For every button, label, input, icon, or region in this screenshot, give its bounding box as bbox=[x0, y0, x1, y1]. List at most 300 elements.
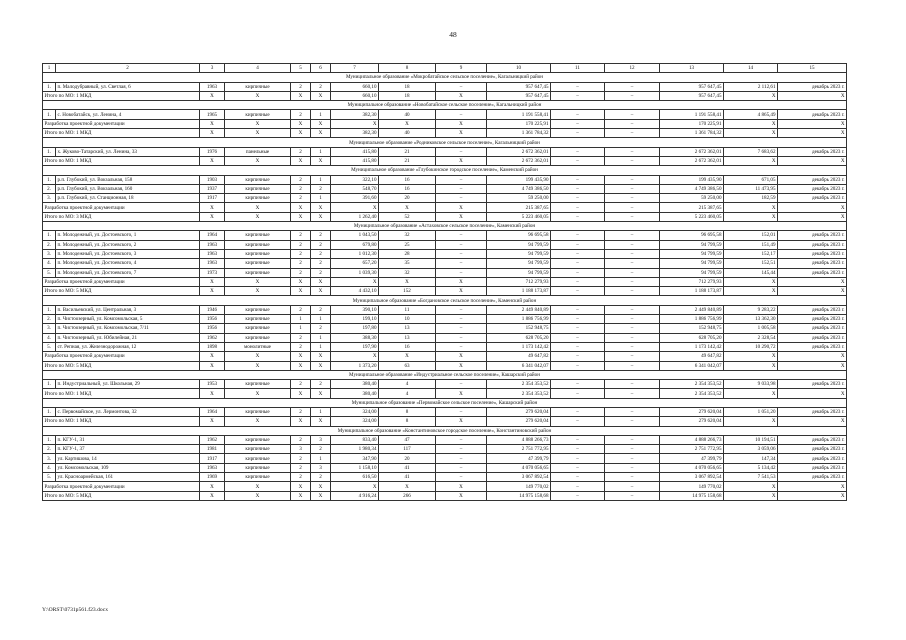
table-cell: 2 bbox=[311, 82, 331, 91]
table-cell: – bbox=[436, 473, 487, 482]
table-cell: – bbox=[551, 91, 605, 100]
table-cell: 2 bbox=[291, 454, 311, 463]
table-cell: 1981 bbox=[200, 445, 225, 454]
table-cell: – bbox=[605, 305, 660, 314]
table-cell: 1963 bbox=[200, 240, 225, 249]
table-cell: 1956 bbox=[200, 324, 225, 333]
table-cell: 199 435,90 bbox=[487, 175, 551, 184]
table-cell: кирпичные bbox=[225, 305, 291, 314]
table-cell: – bbox=[551, 268, 605, 277]
column-number: 13 bbox=[660, 64, 724, 73]
table-cell: 13 362,30 bbox=[724, 315, 778, 324]
table-cell: 1 039,30 bbox=[331, 268, 379, 277]
table-cell: 41 bbox=[379, 463, 436, 472]
table-cell: 1. bbox=[43, 82, 56, 91]
table-cell: – bbox=[551, 463, 605, 472]
municipality-title: Муниципальное образование «Мокробатайское сельское поселение», Кагальницкий район bbox=[43, 73, 847, 82]
table-cell: 1 bbox=[311, 454, 331, 463]
table-cell: X bbox=[436, 156, 487, 165]
table-cell: 415,80 bbox=[331, 156, 379, 165]
table-cell: 1 bbox=[311, 147, 331, 156]
table-cell: X bbox=[291, 156, 311, 165]
table-cell: 2 354 353,52 bbox=[660, 389, 724, 398]
summary-row bbox=[43, 389, 847, 398]
summary-label: Итого по МО: 1 МКД bbox=[43, 91, 200, 100]
table-cell: X bbox=[778, 482, 847, 491]
table-cell: 149 770,02 bbox=[660, 482, 724, 491]
table-cell: 3. bbox=[43, 249, 56, 258]
table-cell: 1962 bbox=[200, 333, 225, 342]
table-cell: 94 799,59 bbox=[487, 240, 551, 249]
table-cell: 1976 bbox=[200, 147, 225, 156]
table-cell: 1 262,40 bbox=[331, 212, 379, 221]
table-cell: X bbox=[724, 417, 778, 426]
table-cell: декабрь 2023 г. bbox=[778, 240, 847, 249]
table-cell: 152 948,75 bbox=[487, 324, 551, 333]
table-cell: – bbox=[551, 491, 605, 500]
table-cell: декабрь 2023 г. bbox=[778, 407, 847, 416]
table-cell: – bbox=[605, 184, 660, 193]
table-cell: 1956 bbox=[200, 315, 225, 324]
table-cell: – bbox=[605, 333, 660, 342]
table-cell: X bbox=[311, 482, 331, 491]
table-cell: 47 399,79 bbox=[660, 454, 724, 463]
table-cell: – bbox=[551, 305, 605, 314]
table-cell: 96 695,58 bbox=[487, 231, 551, 240]
table-cell: – bbox=[551, 435, 605, 444]
column-number: 6 bbox=[311, 64, 331, 73]
table-cell: X bbox=[200, 491, 225, 500]
summary-label: Итого по МО: 3 МКД bbox=[43, 212, 200, 221]
table-cell: X bbox=[200, 212, 225, 221]
table-cell: 1963 bbox=[200, 249, 225, 258]
column-number: 7 bbox=[331, 64, 379, 73]
municipality-section-row bbox=[43, 426, 847, 435]
table-cell: 4 888 266,73 bbox=[660, 435, 724, 444]
table-cell: п. Молодежный, ул. Достоевского, 1 bbox=[56, 231, 200, 240]
table-cell: кирпичные bbox=[225, 380, 291, 389]
table-cell: X bbox=[311, 277, 331, 286]
table-row bbox=[43, 259, 847, 268]
table-cell: декабрь 2023 г. bbox=[778, 454, 847, 463]
table-cell: – bbox=[551, 454, 605, 463]
column-number: 14 bbox=[724, 64, 778, 73]
table-cell: 2 bbox=[311, 184, 331, 193]
table-cell: 548,70 bbox=[331, 184, 379, 193]
table-cell: – bbox=[551, 156, 605, 165]
summary-row bbox=[43, 491, 847, 500]
table-cell: п. Чистоозерный, ул. Комсомольская, 5 bbox=[56, 315, 200, 324]
table-cell: X bbox=[225, 129, 291, 138]
table-cell: с. Новобатайск, ул. Ленина, 4 bbox=[56, 110, 200, 119]
table-cell: X bbox=[291, 482, 311, 491]
table-cell: п. КГУ-1, 37 bbox=[56, 445, 200, 454]
table-cell: X bbox=[311, 212, 331, 221]
table-cell: – bbox=[551, 342, 605, 351]
table-cell: декабрь 2023 г. bbox=[778, 147, 847, 156]
table-cell: – bbox=[551, 110, 605, 119]
table-cell: X bbox=[724, 203, 778, 212]
table-row bbox=[43, 82, 847, 91]
table-cell: – bbox=[551, 212, 605, 221]
table-cell: 1 361 784,32 bbox=[487, 129, 551, 138]
table-cell: 170 225,91 bbox=[487, 119, 551, 128]
table-cell: 1 bbox=[311, 315, 331, 324]
table-cell: 279 620,04 bbox=[660, 407, 724, 416]
table-cell: – bbox=[605, 417, 660, 426]
table-cell: декабрь 2023 г. bbox=[778, 380, 847, 389]
column-number: 11 bbox=[551, 64, 605, 73]
municipality-section-row bbox=[43, 222, 847, 231]
table-cell: 94 799,59 bbox=[487, 259, 551, 268]
table-cell: 2 bbox=[291, 175, 311, 184]
table-cell: 712 279,93 bbox=[487, 277, 551, 286]
table-cell: X bbox=[331, 119, 379, 128]
summary-label: Разработка проектной документации bbox=[43, 482, 200, 491]
table-cell: X bbox=[724, 361, 778, 370]
table-cell: 10 290,72 bbox=[724, 342, 778, 351]
table-cell: X bbox=[778, 91, 847, 100]
table-cell: 1. bbox=[43, 380, 56, 389]
table-cell: 2 751 772,95 bbox=[487, 445, 551, 454]
table-cell: 7 541,53 bbox=[724, 473, 778, 482]
table-cell: – bbox=[605, 315, 660, 324]
table-cell: 40 bbox=[379, 129, 436, 138]
table-cell: 59 250,00 bbox=[660, 194, 724, 203]
table-cell: – bbox=[551, 445, 605, 454]
table-cell: 1 bbox=[311, 333, 331, 342]
table-cell: декабрь 2023 г. bbox=[778, 268, 847, 277]
table-cell: декабрь 2023 г. bbox=[778, 463, 847, 472]
table-cell: 1 bbox=[291, 324, 311, 333]
table-cell: декабрь 2023 г. bbox=[778, 249, 847, 258]
table-cell: 2 bbox=[311, 445, 331, 454]
table-cell: X bbox=[778, 417, 847, 426]
summary-row bbox=[43, 119, 847, 128]
table-cell: X bbox=[436, 352, 487, 361]
table-cell: 2 354 353,52 bbox=[487, 380, 551, 389]
municipality-section-row bbox=[43, 370, 847, 379]
table-cell: 2 672 362,01 bbox=[660, 156, 724, 165]
table-cell: 4 070 056,65 bbox=[487, 463, 551, 472]
table-cell: 16 bbox=[379, 342, 436, 351]
table-cell: 20 bbox=[379, 454, 436, 463]
table-cell: 5. bbox=[43, 342, 56, 351]
table-cell: 1964 bbox=[200, 231, 225, 240]
table-cell: X bbox=[225, 119, 291, 128]
table-cell: – bbox=[605, 91, 660, 100]
table-cell: кирпичные bbox=[225, 184, 291, 193]
table-cell: 1898 bbox=[200, 342, 225, 351]
summary-label: Итого по МО: 5 МКД bbox=[43, 491, 200, 500]
table-cell: 2 bbox=[291, 147, 311, 156]
table-cell: 1962 bbox=[200, 435, 225, 444]
table-cell: 32 bbox=[379, 268, 436, 277]
table-cell: – bbox=[605, 110, 660, 119]
table-cell: 1 051,20 bbox=[724, 407, 778, 416]
table-cell: монолитные bbox=[225, 342, 291, 351]
table-cell: – bbox=[605, 82, 660, 91]
table-cell: 2 bbox=[291, 249, 311, 258]
table-cell: 1 373,20 bbox=[331, 361, 379, 370]
table-cell: X bbox=[225, 212, 291, 221]
table-cell: X bbox=[379, 203, 436, 212]
table-cell: кирпичные bbox=[225, 231, 291, 240]
table-cell: – bbox=[605, 389, 660, 398]
table-cell: X bbox=[778, 277, 847, 286]
table-cell: 660,10 bbox=[331, 91, 379, 100]
table-cell: п. Чистоозерный, ул. Юбилейная, 21 bbox=[56, 333, 200, 342]
table-cell: – bbox=[551, 352, 605, 361]
table-cell: 324,00 bbox=[331, 407, 379, 416]
table-cell: – bbox=[551, 240, 605, 249]
table-cell: ул. Комсомольская, 109 bbox=[56, 463, 200, 472]
table-cell: – bbox=[436, 454, 487, 463]
table-cell: 391,60 bbox=[331, 194, 379, 203]
table-cell: 4 bbox=[379, 380, 436, 389]
table-cell: 16 bbox=[379, 175, 436, 184]
table-cell: – bbox=[436, 194, 487, 203]
table-cell: 2 bbox=[291, 184, 311, 193]
table-cell: 18 bbox=[379, 82, 436, 91]
table-cell: – bbox=[551, 324, 605, 333]
table-cell: 4. bbox=[43, 333, 56, 342]
table-cell: 2 bbox=[291, 194, 311, 203]
table-cell: 3 bbox=[311, 435, 331, 444]
table-cell: – bbox=[605, 203, 660, 212]
table-cell: X bbox=[291, 287, 311, 296]
table-cell: 40 bbox=[379, 110, 436, 119]
table-cell: X bbox=[291, 417, 311, 426]
table-cell: – bbox=[605, 259, 660, 268]
table-cell: 2 bbox=[311, 259, 331, 268]
table-cell: X bbox=[436, 91, 487, 100]
table-cell: 1964 bbox=[200, 407, 225, 416]
table-cell: ст. Репная, ул. Железнодорожная, 12 bbox=[56, 342, 200, 351]
table-cell: – bbox=[551, 417, 605, 426]
table-cell: 2. bbox=[43, 240, 56, 249]
table-cell: X bbox=[436, 417, 487, 426]
summary-label: Разработка проектной документации bbox=[43, 277, 200, 286]
column-number: 15 bbox=[778, 64, 847, 73]
table-cell: 3. bbox=[43, 454, 56, 463]
table-cell: X bbox=[379, 352, 436, 361]
table-cell: 52 bbox=[379, 212, 436, 221]
table-cell: кирпичные bbox=[225, 315, 291, 324]
table-cell: – bbox=[551, 249, 605, 258]
table-cell: 63 bbox=[379, 361, 436, 370]
table-cell: 47 bbox=[379, 435, 436, 444]
table-cell: – bbox=[551, 287, 605, 296]
table-cell: 13 bbox=[379, 333, 436, 342]
table-cell: 4 916,24 bbox=[331, 491, 379, 500]
table-row bbox=[43, 231, 847, 240]
table-cell: 660,10 bbox=[331, 82, 379, 91]
table-cell: – bbox=[436, 147, 487, 156]
summary-row bbox=[43, 129, 847, 138]
table-cell: 14 975 158,68 bbox=[487, 491, 551, 500]
table-cell: 8 bbox=[379, 417, 436, 426]
table-cell: 1953 bbox=[200, 380, 225, 389]
table-cell: 94 799,59 bbox=[487, 268, 551, 277]
table-cell: X bbox=[200, 352, 225, 361]
table-cell: 4 888 266,73 bbox=[487, 435, 551, 444]
table-cell: 279 620,04 bbox=[487, 407, 551, 416]
table-cell: 1903 bbox=[200, 175, 225, 184]
table-cell: – bbox=[551, 315, 605, 324]
table-cell: 16 bbox=[379, 184, 436, 193]
municipality-section-row bbox=[43, 296, 847, 305]
table-cell: 215 387,65 bbox=[660, 203, 724, 212]
table-row bbox=[43, 184, 847, 193]
table-cell: X bbox=[200, 203, 225, 212]
table-cell: X bbox=[778, 361, 847, 370]
table-cell: X bbox=[724, 156, 778, 165]
table-cell: X bbox=[225, 203, 291, 212]
table-cell: – bbox=[605, 407, 660, 416]
table-cell: 2 bbox=[291, 435, 311, 444]
table-cell: 94 799,59 bbox=[660, 249, 724, 258]
table-cell: 2 672 362,01 bbox=[487, 147, 551, 156]
table-cell: – bbox=[436, 82, 487, 91]
table-cell: 32 bbox=[379, 231, 436, 240]
table-cell: X bbox=[311, 417, 331, 426]
table-cell: 712 279,93 bbox=[660, 277, 724, 286]
table-cell: 957 647,45 bbox=[660, 91, 724, 100]
table-cell: 5. bbox=[43, 473, 56, 482]
table-cell: р.п. Глубокий, ул. Станционная, 18 bbox=[56, 194, 200, 203]
table-cell: X bbox=[436, 287, 487, 296]
table-cell: – bbox=[436, 380, 487, 389]
table-cell: 41 bbox=[379, 473, 436, 482]
table-cell: 2 bbox=[291, 473, 311, 482]
table-cell: 2 751 772,95 bbox=[660, 445, 724, 454]
table-cell: X bbox=[778, 352, 847, 361]
table-cell: X bbox=[291, 352, 311, 361]
table-cell: – bbox=[551, 389, 605, 398]
table-cell: X bbox=[724, 491, 778, 500]
table-cell: х. Жуково-Татарский, ул. Ленина, 33 bbox=[56, 147, 200, 156]
table-cell: – bbox=[605, 352, 660, 361]
table-cell: 1 bbox=[311, 194, 331, 203]
table-cell: 3 bbox=[311, 463, 331, 472]
table-cell: – bbox=[436, 463, 487, 472]
table-cell: 628 705,20 bbox=[660, 333, 724, 342]
municipality-title: Муниципальное образование «Первомайское сельское поселение», Кашарский район bbox=[43, 398, 847, 407]
table-cell: кирпичные bbox=[225, 324, 291, 333]
table-cell: р.п. Глубокий, ул. Вокзальная, 158 bbox=[56, 175, 200, 184]
table-cell: X bbox=[225, 482, 291, 491]
table-cell: ул. Картишова, 14 bbox=[56, 454, 200, 463]
table-cell: – bbox=[605, 491, 660, 500]
table-cell: декабрь 2023 г. bbox=[778, 342, 847, 351]
table-cell: – bbox=[605, 463, 660, 472]
table-cell: кирпичные bbox=[225, 82, 291, 91]
table-cell: X bbox=[291, 119, 311, 128]
summary-row bbox=[43, 212, 847, 221]
table-cell: кирпичные bbox=[225, 407, 291, 416]
column-number: 4 bbox=[225, 64, 291, 73]
table-cell: 199,10 bbox=[331, 315, 379, 324]
table-cell: 2 449 840,89 bbox=[660, 305, 724, 314]
table-cell: 2. bbox=[43, 445, 56, 454]
table-cell: панельные bbox=[225, 147, 291, 156]
municipality-section-row bbox=[43, 73, 847, 82]
table-cell: 4 749 386,50 bbox=[487, 184, 551, 193]
table-cell: 2 112,61 bbox=[724, 82, 778, 91]
table-cell: декабрь 2023 г. bbox=[778, 315, 847, 324]
table-cell: X bbox=[225, 491, 291, 500]
table-cell: 21 bbox=[379, 156, 436, 165]
column-number-row bbox=[43, 64, 847, 73]
table-cell: X bbox=[225, 287, 291, 296]
table-cell: X bbox=[724, 482, 778, 491]
table-cell: кирпичные bbox=[225, 249, 291, 258]
table-cell: 182,59 bbox=[724, 194, 778, 203]
summary-label: Итого по МО: 5 МКД bbox=[43, 361, 200, 370]
table-cell: декабрь 2023 г. bbox=[778, 473, 847, 482]
table-cell: – bbox=[605, 277, 660, 286]
table-cell: X bbox=[436, 277, 487, 286]
table-cell: X bbox=[778, 212, 847, 221]
table-cell: X bbox=[778, 129, 847, 138]
table-cell: X bbox=[379, 119, 436, 128]
table-cell: – bbox=[551, 482, 605, 491]
table-cell: 2 bbox=[311, 324, 331, 333]
table-cell: 1 886 756,99 bbox=[660, 315, 724, 324]
table-cell: п. Индустриальный, ул. Школьная, 29 bbox=[56, 380, 200, 389]
table-cell: 388,30 bbox=[331, 333, 379, 342]
table-cell: 1 191 558,41 bbox=[487, 110, 551, 119]
table-cell: 671,05 bbox=[724, 175, 778, 184]
table-cell: X bbox=[225, 389, 291, 398]
table-cell: 2 bbox=[291, 231, 311, 240]
column-number: 12 bbox=[605, 64, 660, 73]
table-cell: 3. bbox=[43, 324, 56, 333]
table-cell: X bbox=[311, 287, 331, 296]
summary-row bbox=[43, 277, 847, 286]
column-number: 5 bbox=[291, 64, 311, 73]
table-cell: X bbox=[379, 277, 436, 286]
table-cell: 1 188 173,87 bbox=[487, 287, 551, 296]
table-cell: 152 948,75 bbox=[660, 324, 724, 333]
table-cell: кирпичные bbox=[225, 463, 291, 472]
table-cell: X bbox=[724, 287, 778, 296]
table-row bbox=[43, 315, 847, 324]
summary-row bbox=[43, 287, 847, 296]
table-cell: 2 bbox=[291, 380, 311, 389]
table-cell: – bbox=[605, 445, 660, 454]
table-cell: X bbox=[436, 361, 487, 370]
table-cell: 11 bbox=[379, 305, 436, 314]
table-cell: 1973 bbox=[200, 268, 225, 277]
table-cell: 11 473,95 bbox=[724, 184, 778, 193]
table-cell: 28 bbox=[379, 249, 436, 258]
table-cell: 957 647,45 bbox=[487, 82, 551, 91]
table-cell: X bbox=[331, 277, 379, 286]
table-cell: – bbox=[551, 259, 605, 268]
municipality-title: Муниципальное образование «Астаховское сельское поселение», Каменский район bbox=[43, 222, 847, 231]
table-cell: X bbox=[778, 156, 847, 165]
table-cell: – bbox=[436, 315, 487, 324]
table-cell: декабрь 2023 г. bbox=[778, 231, 847, 240]
table-cell: 147,34 bbox=[724, 454, 778, 463]
table-cell: 1937 bbox=[200, 184, 225, 193]
table-cell: X bbox=[200, 482, 225, 491]
table-row bbox=[43, 110, 847, 119]
table-cell: X bbox=[724, 389, 778, 398]
table-cell: 2 bbox=[291, 240, 311, 249]
